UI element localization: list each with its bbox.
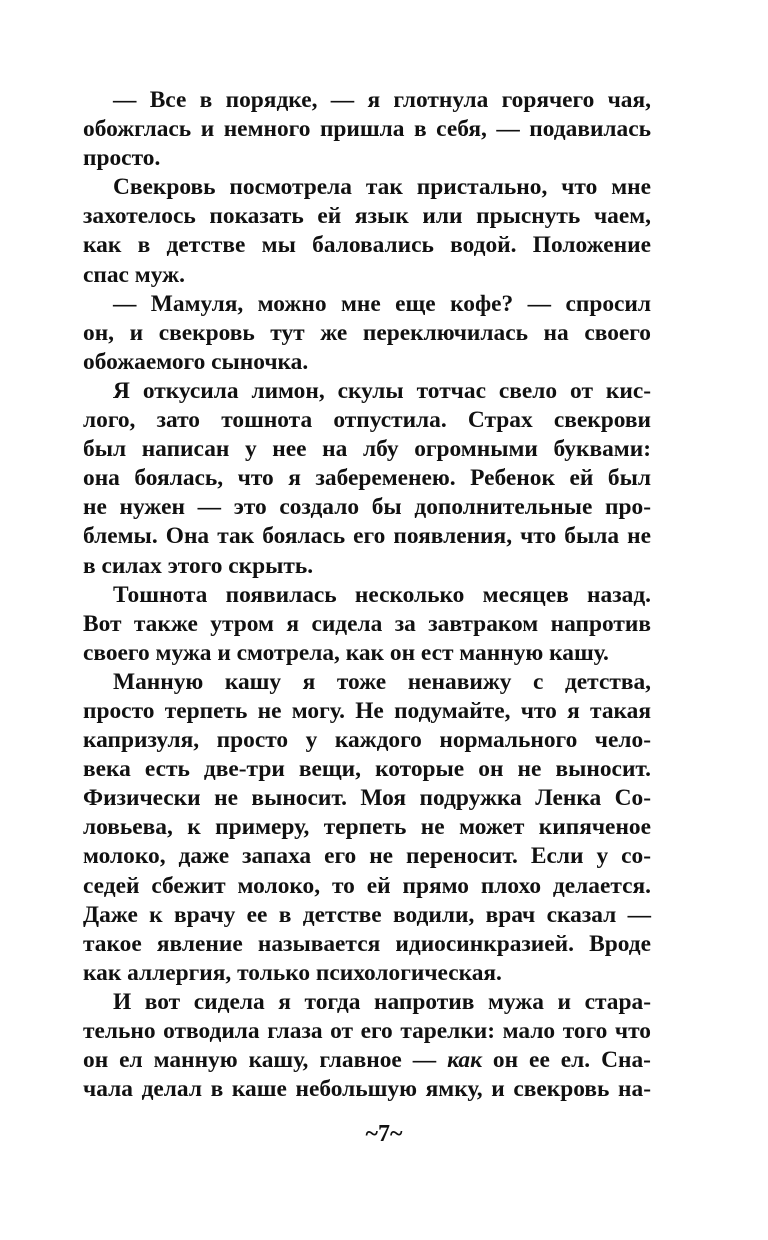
text-line: Тошнота появилась несколько месяцев назад. [113, 581, 651, 608]
text-line: Манную кашу я тоже ненавижу с детства, [113, 668, 651, 695]
text-line: захотелось показать ей язык или прыснуть чаем, [83, 203, 651, 230]
text-line: лого, зато тошнота отпустила. Страх свекрови [83, 407, 651, 434]
text-line: как аллергия, только психологическая. [83, 959, 502, 986]
text-line: — Все в порядке, — я глотнула горячего чая, [113, 87, 651, 113]
text-line: он, и свекровь тут же переключилась на своего [83, 319, 651, 346]
emphasized-word: как [447, 1047, 482, 1074]
text-line: своего мужа и смотрела, как он ест манную кашу. [83, 639, 609, 666]
text-line: такое явление называется идиосинкразией. Вроде [83, 930, 651, 957]
text-line: блемы. Она так боялась его появления, что была не [83, 523, 651, 550]
text-line: был написан у нее на лбу огромными буквами: [83, 436, 651, 463]
page-text [83, 86, 651, 1104]
text-line: века есть две-три вещи, которые он не выносит. [83, 756, 651, 783]
text-line: Я откусила лимон, скулы тотчас свело от кис- [113, 377, 651, 404]
text-segment: он ее ел. Сна- [481, 1047, 651, 1074]
text-line: просто. [83, 145, 161, 172]
text-line: Вот также утром я сидела за завтраком напротив [83, 610, 651, 637]
text-line: тельно отводила глаза от его тарелки: мало того что [83, 1018, 651, 1044]
text-line: Физически не выносит. Моя подружка Ленка Со- [83, 785, 651, 812]
text-line: капризуля, просто у каждого нормального чело- [83, 727, 651, 754]
text-segment: он ел манную кашу, главное — [83, 1047, 448, 1074]
text-line: — Мамуля, можно мне еще кофе? — спросил [113, 290, 651, 317]
text-line: спас муж. [83, 261, 185, 288]
text-line: Даже к врачу ее в детстве водили, врач сказал — [83, 901, 651, 928]
text-line: обожглась и немного пришла в себя, — подавилась [83, 116, 651, 143]
text-line: чала делал в каше небольшую ямку, и свекровь на- [83, 1076, 651, 1103]
text-line: не нужен — это создало бы дополнительные про- [83, 494, 651, 521]
text-line: ловьева, к примеру, терпеть не может кипяченое [83, 814, 651, 841]
text-line: молоко, даже запаха его не переносит. Если у со- [83, 843, 651, 870]
text-line: седей сбежит молоко, то ей прямо плохо делается. [83, 872, 651, 899]
text-line: как в детстве мы баловались водой. Положение [83, 232, 651, 259]
page-number: ~7~ [365, 1121, 403, 1147]
text-line: просто терпеть не могу. Не подумайте, что я такая [83, 697, 651, 724]
text-line: в силах этого скрыть. [83, 552, 314, 579]
text-line: она боялась, что я забеременею. Ребенок ей был [83, 465, 651, 492]
text-line [83, 1046, 651, 1075]
text-line: обожаемого сыночка. [83, 348, 309, 375]
text-line: Свекровь посмотрела так пристально, что мне [113, 174, 651, 201]
text-line: И вот сидела я тогда напротив мужа и стара- [113, 988, 651, 1015]
